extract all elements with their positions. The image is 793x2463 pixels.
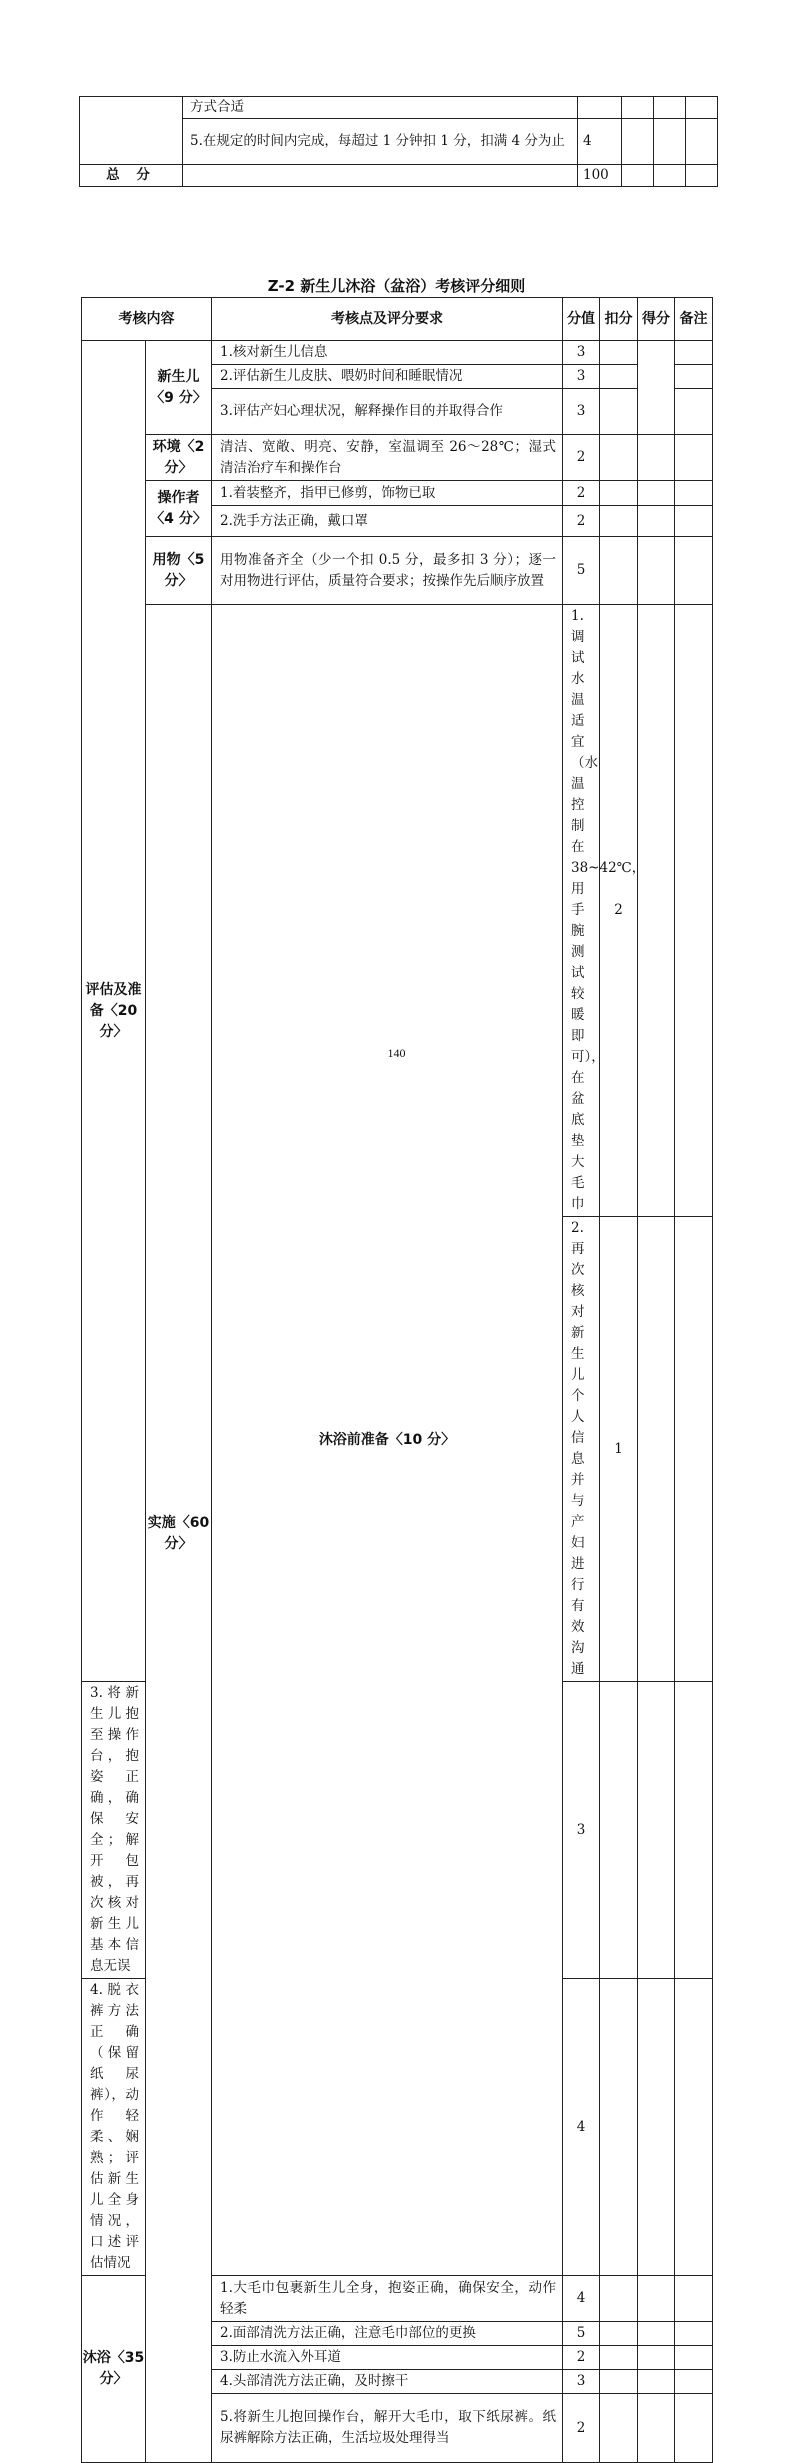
item-score: 3 xyxy=(563,365,600,389)
header-score: 分值 xyxy=(563,298,600,341)
item-text: 1.着装整齐，指甲已修剪，饰物已取 xyxy=(212,481,563,506)
item-score: 2 xyxy=(563,435,600,481)
item-text: 2.面部清洗方法正确，注意毛巾部位的更换 xyxy=(212,2322,563,2346)
item-text: 5.将新生儿抱回操作台，解开大毛巾，取下纸尿裤。纸尿裤解除方法正确，生活垃圾处理得当 xyxy=(212,2394,563,2463)
table-cell-score: 4 xyxy=(578,119,622,165)
subgroup-label: 沐浴前准备〈10 分〉 xyxy=(212,605,563,2276)
item-score: 5 xyxy=(563,537,600,605)
item-score: 3 xyxy=(563,2370,600,2394)
total-label: 总 分 xyxy=(80,165,183,187)
table-row xyxy=(82,341,713,365)
item-text: 1.核对新生儿信息 xyxy=(212,341,563,365)
item-text: 1.大毛巾包裹新生儿全身，抱姿正确，确保安全，动作轻柔 xyxy=(212,2276,563,2322)
item-score: 2 xyxy=(563,481,600,506)
item-text: 清洁、宽敞、明亮、安静，室温调至 26～28℃；湿式清洁治疗车和操作台 xyxy=(212,435,563,481)
item-text: 3.评估产妇心理状况，解释操作目的并取得合作 xyxy=(212,389,563,435)
subgroup-label: 新生儿〈9 分〉 xyxy=(146,341,212,435)
item-score: 2 xyxy=(563,2346,600,2370)
item-text: 2.评估新生儿皮肤、喂奶时间和睡眠情况 xyxy=(212,365,563,389)
header-note: 备注 xyxy=(675,298,713,341)
table-cell-score xyxy=(578,97,622,119)
item-score: 3 xyxy=(563,1682,600,1979)
section-title: Z-2 新生儿沐浴（盆浴）考核评分细则 xyxy=(267,277,526,295)
group-label: 评估及准备〈20 分〉 xyxy=(82,341,146,1682)
page-number: 140 xyxy=(387,1046,406,1060)
assessment-score-table xyxy=(81,297,713,2463)
header-content: 考核内容 xyxy=(82,298,212,341)
table-row xyxy=(80,97,718,119)
table-cell-content: 5.在规定的时间内完成，每超过 1 分钟扣 1 分，扣满 4 分为止 xyxy=(183,119,578,165)
item-text: 4.头部清洗方法正确，及时擦干 xyxy=(212,2370,563,2394)
item-score: 2 xyxy=(600,605,638,1217)
header-earned: 得分 xyxy=(638,298,675,341)
item-text: 2.洗手方法正确，戴口罩 xyxy=(212,506,563,537)
table-row xyxy=(82,481,713,506)
top-score-table xyxy=(79,96,718,187)
item-text: 2.再次核对新生儿个人信息并与产妇进行有效沟通 xyxy=(563,1217,600,1682)
item-score: 2 xyxy=(563,506,600,537)
header-row xyxy=(82,298,713,341)
item-score: 4 xyxy=(563,1979,600,2276)
item-score: 1 xyxy=(600,1217,638,1682)
subgroup-label: 环境〈2 分〉 xyxy=(146,435,212,481)
item-score: 3 xyxy=(563,389,600,435)
subgroup-label: 用物〈5 分〉 xyxy=(146,537,212,605)
table-row xyxy=(82,435,713,481)
item-text: 3.将新生儿抱至操作台，抱姿正确，确保安全；解开包被，再次核对新生儿基本信息无误 xyxy=(82,1682,146,1979)
total-row xyxy=(80,165,718,187)
table-row xyxy=(82,537,713,605)
item-score: 2 xyxy=(563,2394,600,2463)
item-score: 3 xyxy=(563,341,600,365)
table-cell-content: 方式合适 xyxy=(183,97,578,119)
group-label: 实施〈60 分〉 xyxy=(146,605,212,2463)
item-text: 4.脱衣裤方法正确（保留纸尿裤），动作轻柔、娴熟；评估新生儿全身情况，口述评估情况 xyxy=(82,1979,146,2276)
header-deduct: 扣分 xyxy=(600,298,638,341)
subgroup-label: 沐浴〈35 分〉 xyxy=(82,2276,146,2463)
item-text: 3.防止水流入外耳道 xyxy=(212,2346,563,2370)
subgroup-label: 操作者〈4 分〉 xyxy=(146,481,212,537)
item-text: 1.调试水温适宜（水温控制在 38~42℃，用手腕测试较暖即可），在盆底垫大毛巾 xyxy=(563,605,600,1217)
header-requirements: 考核点及评分要求 xyxy=(212,298,563,341)
total-score: 100 xyxy=(578,165,622,187)
table-row xyxy=(82,605,713,1217)
item-text: 用物准备齐全（少一个扣 0.5 分，最多扣 3 分）；逐一对用物进行评估，质量符合要求；按操作先后顺序放置 xyxy=(212,537,563,605)
item-score: 4 xyxy=(563,2276,600,2322)
item-score: 5 xyxy=(563,2322,600,2346)
